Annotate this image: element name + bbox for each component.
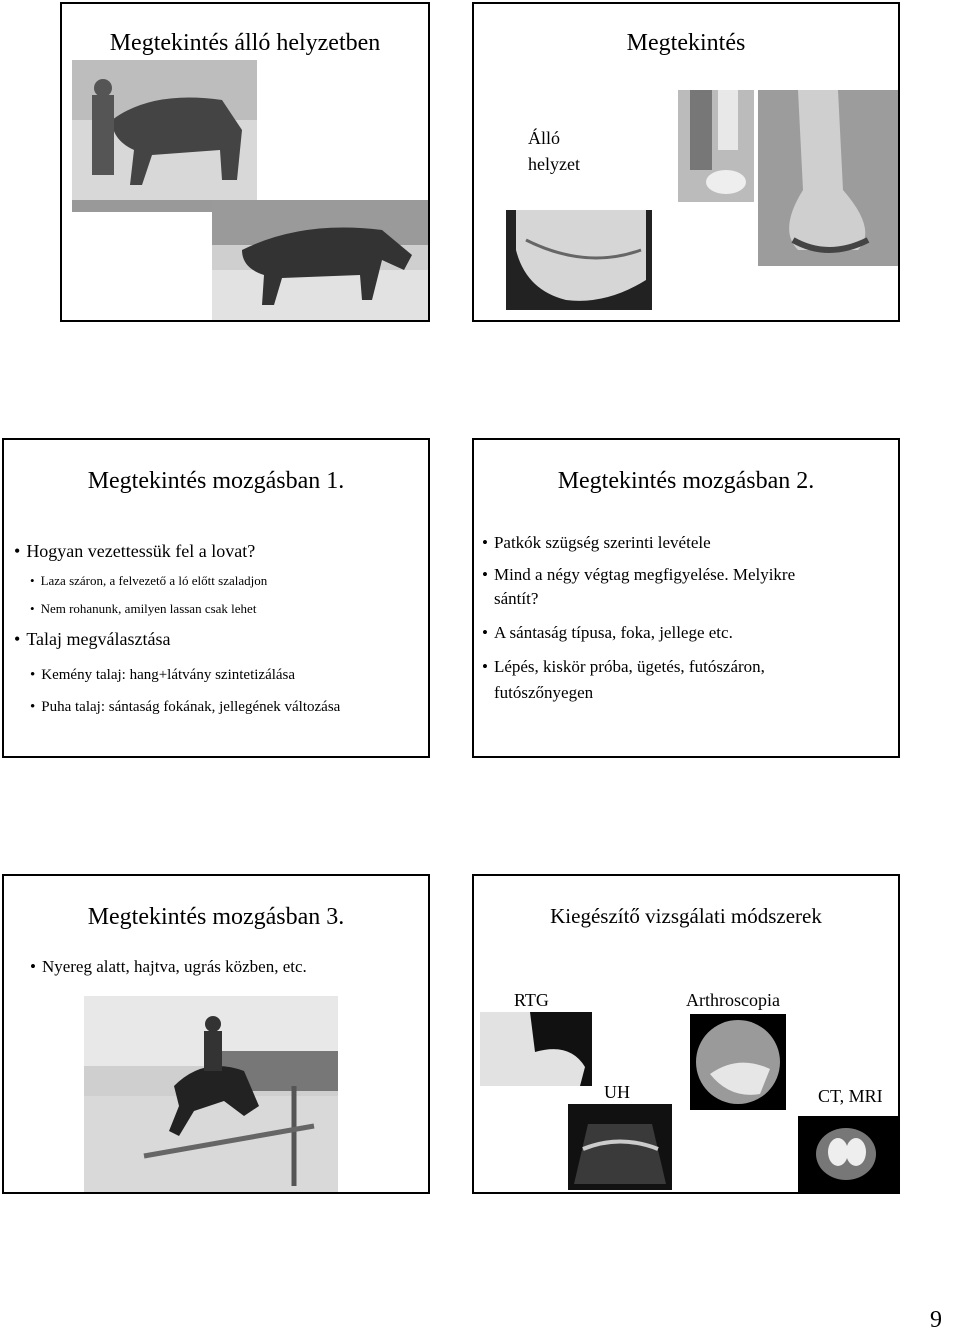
bullet-item: • Talaj megválasztása (14, 629, 171, 649)
slide-title: Megtekintés mozgásban 2. (557, 468, 815, 494)
uh-label: UH (604, 1082, 630, 1102)
show-jumping-photo (84, 996, 338, 1194)
bullet-item: • Nyereg alatt, hajtva, ugrás közben, etc. (30, 957, 307, 976)
ct-mri-label: CT, MRI (818, 1086, 883, 1106)
slide-title: Megtekintés mozgásban 1. (87, 468, 345, 494)
rtg-label: RTG (514, 990, 549, 1010)
sub-bullet-item: • Puha talaj: sántaság fokának, jellegének változása (30, 699, 341, 715)
hoof-sole-photo (506, 210, 652, 310)
page-number: 9 (930, 1307, 942, 1333)
bullet-continuation: sántít? (494, 589, 539, 608)
bullet-continuation: futószőnyegen (494, 683, 594, 702)
ct-mri-image (798, 1116, 898, 1192)
slide-6 (472, 874, 900, 1194)
arthroscopy-image (690, 1014, 786, 1110)
hoof-photo-1 (678, 90, 754, 202)
slide-1 (60, 2, 430, 322)
bullet-item: • Lépés, kiskör próba, ügetés, futószáron, (482, 657, 765, 676)
bullet-item: • Hogyan vezettessük fel a lovat? (14, 541, 256, 561)
slide-title: Kiegészítő vizsgálati módszerek (550, 904, 822, 928)
slide-4 (472, 438, 900, 758)
ultrasound-image (568, 1104, 672, 1190)
hoof-photo-2 (758, 90, 898, 266)
slide-5 (2, 874, 430, 1194)
slide-3 (2, 438, 430, 758)
bullet-item: • Mind a négy végtag megfigyelése. Melyikre (482, 565, 796, 584)
bullet-item: • Patkók szügség szerinti levétele (482, 533, 711, 552)
standing-horse-photo (212, 200, 430, 322)
engraving-horse-and-groom-image (72, 60, 257, 212)
xray-image (480, 1012, 592, 1086)
arthroscopia-label: Arthroscopia (686, 990, 780, 1010)
caption-line: helyzet (528, 154, 580, 174)
slide-2 (472, 2, 900, 322)
sub-bullet-item: • Kemény talaj: hang+látvány szintetizálása (30, 667, 296, 683)
sub-bullet-item: • Nem rohanunk, amilyen lassan csak lehet (30, 601, 257, 616)
slide-title: Megtekintés mozgásban 3. (87, 904, 345, 930)
caption-line: Álló (528, 128, 561, 148)
slide-title: Megtekintés (626, 30, 746, 56)
slide-title: Megtekintés álló helyzetben (109, 30, 381, 56)
bullet-item: • A sántaság típusa, foka, jellege etc. (482, 623, 733, 642)
sub-bullet-item: • Laza száron, a felvezető a ló előtt szaladjon (30, 573, 268, 588)
